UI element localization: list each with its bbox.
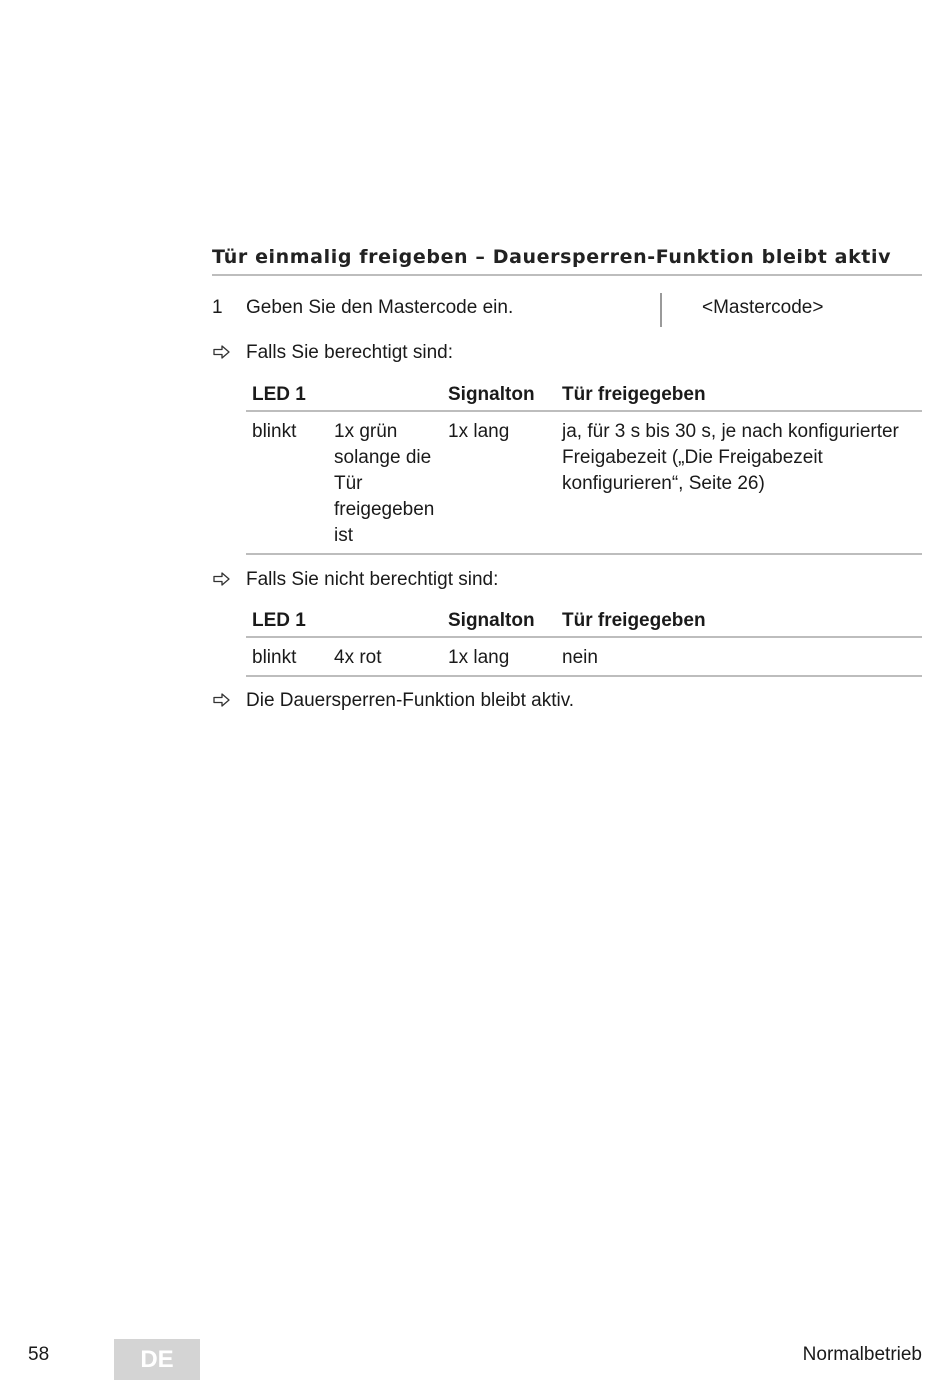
- table-header-door: Tür freigegeben: [556, 604, 922, 637]
- table-cell-signal: 1x lang: [448, 647, 510, 668]
- table-header-led-detail: [328, 378, 442, 411]
- result-authorized-text: Falls Sie berechtigt sind:: [246, 342, 453, 363]
- table-header-led: LED 1: [246, 604, 328, 637]
- signal-table-unauthorized: [246, 604, 922, 677]
- arrow-right-outline-icon: [212, 570, 232, 588]
- table-cell-signal: 1x lang: [448, 421, 510, 442]
- page-number: 58: [28, 1344, 50, 1365]
- table-header-signal: Signalton: [442, 378, 556, 411]
- step-1: [212, 297, 922, 329]
- table-cell-led: blinkt: [252, 647, 297, 668]
- arrow-right-outline-icon: [212, 343, 232, 361]
- table-header-row: [246, 378, 922, 411]
- section-title-rule: [212, 274, 922, 276]
- section-title: Tür einmalig freigeben – Dauersperren-Funktion bleibt aktiv: [212, 246, 892, 268]
- result-final-text: Die Dauersperren-Funktion bleibt aktiv.: [246, 690, 575, 711]
- step-number: 1: [212, 297, 223, 318]
- table-cell-led: blinkt: [252, 421, 297, 442]
- table-header-door: Tür freigegeben: [556, 378, 922, 411]
- table-row: [246, 411, 922, 554]
- step-text: Geben Sie den Mastercode ein.: [246, 297, 514, 318]
- table-header-signal: Signalton: [442, 604, 556, 637]
- step-divider: [660, 293, 662, 327]
- language-badge: DE: [114, 1339, 200, 1380]
- signal-table-authorized: [246, 378, 922, 555]
- table-cell-door: nein: [562, 647, 598, 668]
- arrow-right-outline-icon: [212, 691, 232, 709]
- table-header-led: LED 1: [246, 378, 328, 411]
- table-cell-led-detail: 1x grün solange die Tür freigegeben ist: [334, 421, 435, 546]
- table-row: [246, 637, 922, 676]
- table-header-row: [246, 604, 922, 637]
- table-cell-door: ja, für 3 s bis 30 s, je nach konfigurierter Freigabezeit („Die Freigabezeit konfigurieren“, Seite 26): [562, 421, 899, 494]
- table-header-led-detail: [328, 604, 442, 637]
- result-unauthorized-text: Falls Sie nicht berechtigt sind:: [246, 569, 499, 590]
- chapter-title: Normalbetrieb: [802, 1344, 922, 1365]
- table-cell-led-detail: 4x rot: [334, 647, 382, 668]
- step-code: <Mastercode>: [702, 297, 824, 318]
